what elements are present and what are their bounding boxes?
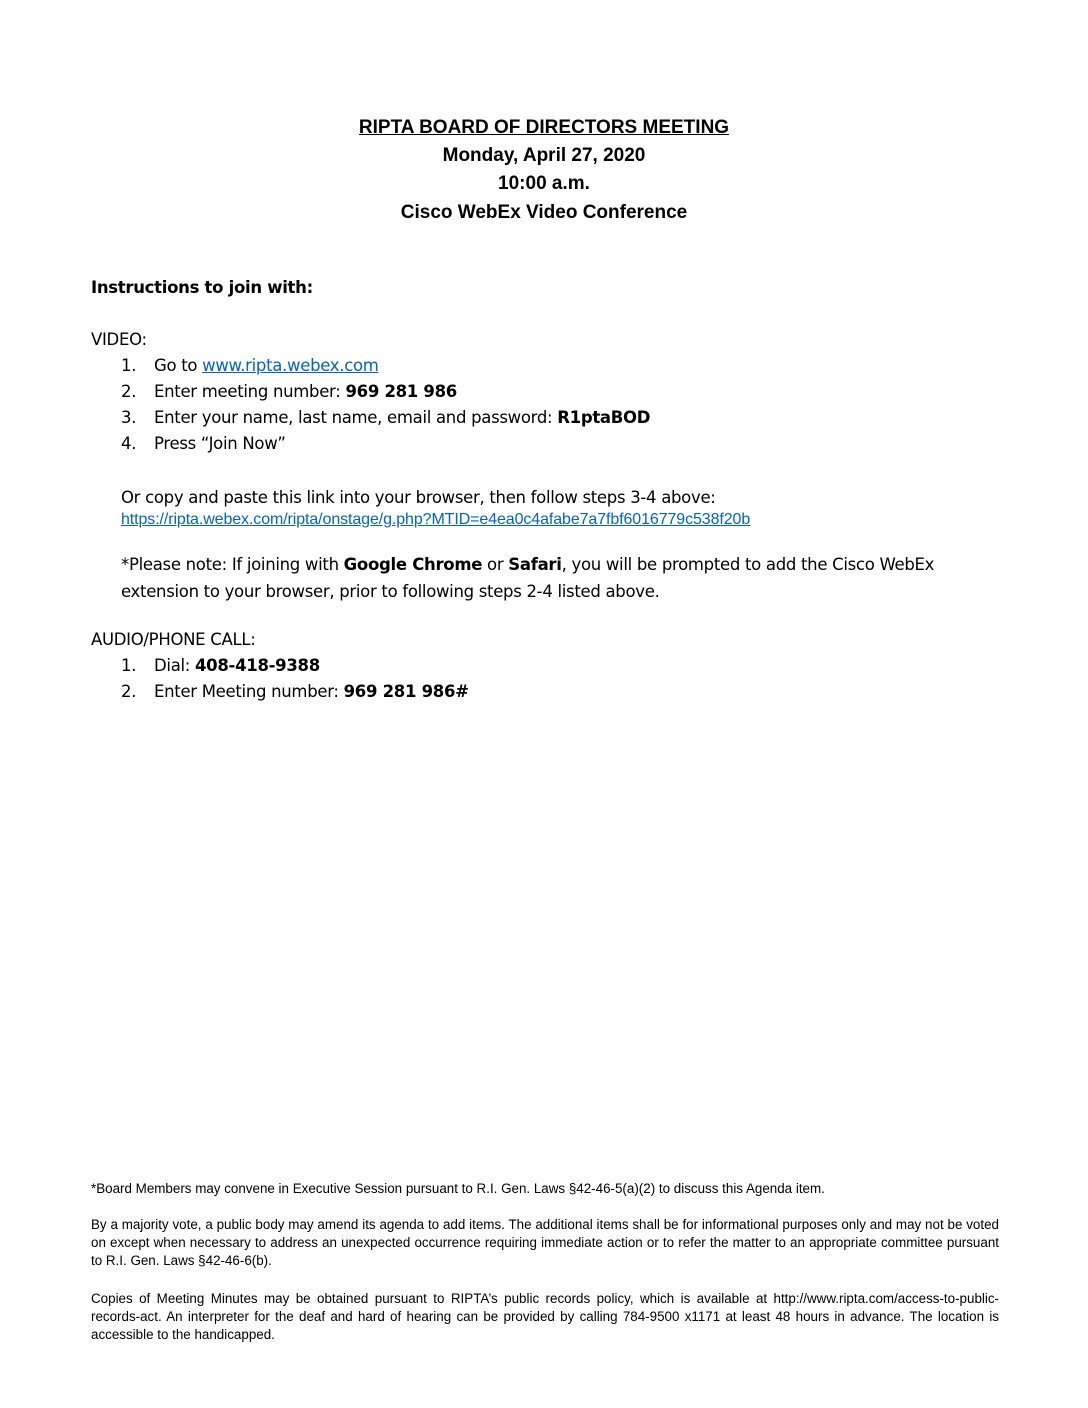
step-text: Enter meeting number: [154, 382, 346, 401]
video-step-4 [121, 434, 286, 453]
audio-step-2 [121, 682, 469, 701]
video-heading: VIDEO: [91, 330, 147, 349]
meeting-minutes-note: Copies of Meeting Minutes may be obtained pursuant to RIPTA’s public records policy, which is available at http://www.ripta.com/access-to-public-records-act. An interpreter for the deaf and hard of hearing can be provided by calling 784-9500 x1171 at least 48 hours in advance. The location is accessible to the handicapped. [91, 1291, 999, 1342]
note-safari: Safari [508, 555, 562, 574]
webex-site-link[interactable]: www.ripta.webex.com [202, 356, 379, 375]
step-text: Enter Meeting number: [154, 682, 344, 701]
executive-session-note: *Board Members may convene in Executive Session pursuant to R.I. Gen. Laws §42-46-5(a)(2) to discuss this Agenda item. [91, 1181, 825, 1196]
meeting-number: 969 281 986 [345, 382, 457, 401]
step-number: 1. [121, 656, 137, 675]
meeting-password: R1ptaBOD [557, 408, 651, 427]
meeting-header [0, 114, 1088, 227]
copy-link-note: Or copy and paste this link into your browser, then follow steps 3-4 above: [121, 488, 716, 507]
meeting-url-container [121, 511, 750, 529]
note-or: or [482, 555, 509, 574]
video-step-3 [121, 408, 650, 427]
step-text: Dial: [154, 656, 195, 675]
note-chrome: Google Chrome [343, 555, 483, 574]
instructions-heading: Instructions to join with: [91, 278, 313, 297]
audio-heading: AUDIO/PHONE CALL: [91, 630, 256, 649]
video-step-2 [121, 382, 457, 401]
audio-meeting-number: 969 281 986# [343, 682, 469, 701]
step-number: 1. [121, 356, 137, 375]
browser-note [121, 551, 1011, 605]
agenda-amend-note: By a majority vote, a public body may amend its agenda to add items. The additional items shall be for informational purposes only and may not be voted on except when necessary to address an unexpected occurrence requiring immediate action or to refer the matter to an appropriate committee pursuant to R.I. Gen. Laws §42-46-6(b). [91, 1217, 999, 1268]
meeting-url-link[interactable]: https://ripta.webex.com/ripta/onstage/g.php?MTID=e4ea0c4afabe7a7fbf6016779c538f20b [121, 511, 751, 528]
step-text: Go to [154, 356, 203, 375]
note-suffix: , you will be prompted to add the Cisco WebEx extension to your browser, prior to following steps 2-4 listed above. [121, 555, 935, 601]
video-step-1 [121, 356, 379, 375]
note-prefix: *Please note: If joining with [121, 555, 344, 574]
meeting-time: 10:00 a.m. [498, 173, 590, 194]
step-number: 2. [121, 382, 137, 401]
meeting-title: RIPTA BOARD OF DIRECTORS MEETING [358, 117, 730, 138]
step-number: 4. [121, 434, 137, 453]
audio-step-1 [121, 656, 320, 675]
step-text: Enter your name, last name, email and password: [154, 408, 558, 427]
step-number: 3. [121, 408, 137, 427]
meeting-venue: Cisco WebEx Video Conference [400, 202, 688, 223]
step-text: Press “Join Now” [154, 434, 286, 453]
dial-number: 408-418-9388 [195, 656, 320, 675]
step-number: 2. [121, 682, 137, 701]
meeting-date: Monday, April 27, 2020 [442, 145, 646, 166]
